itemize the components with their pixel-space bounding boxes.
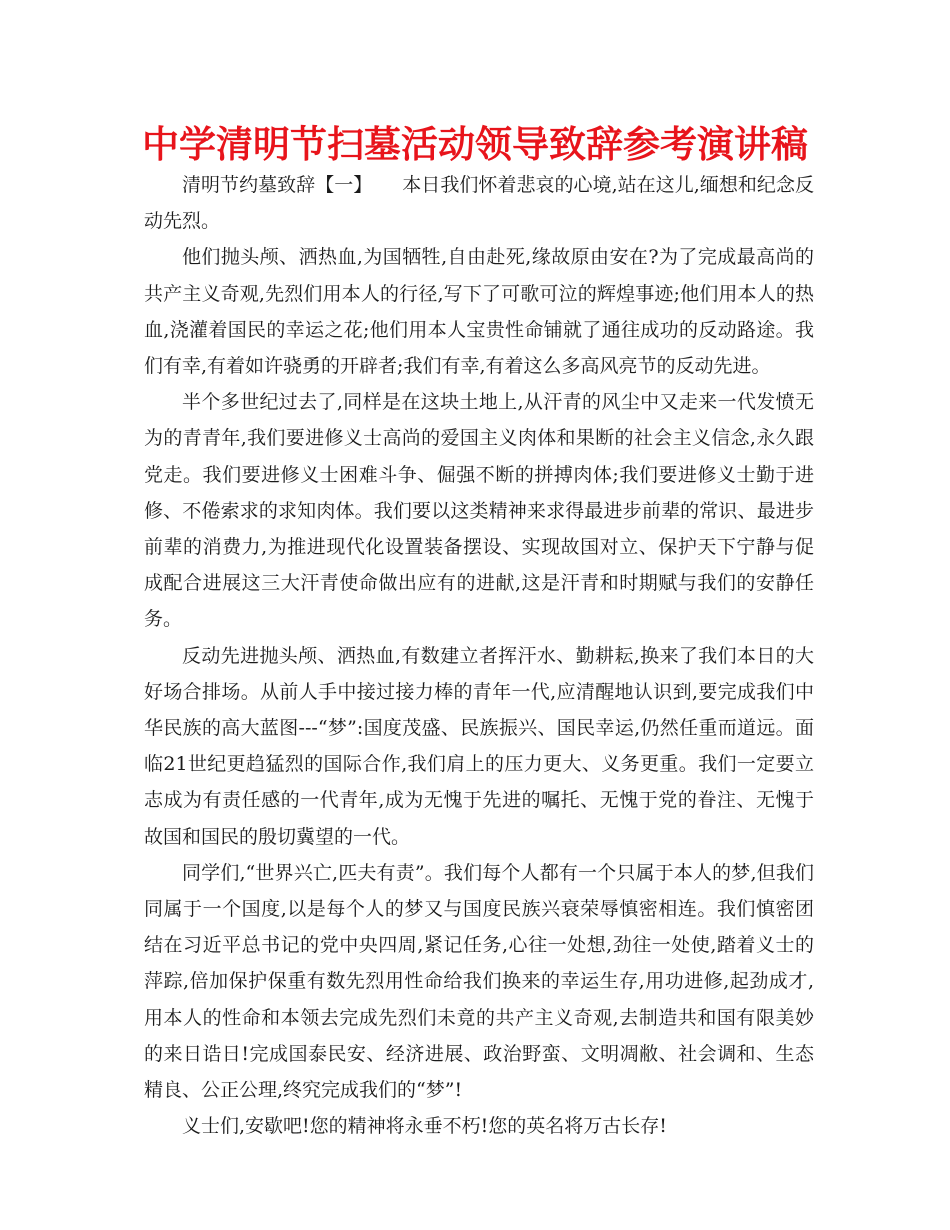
paragraph-6: 义士们,安歇吧!您的精神将永垂不朽!您的英名将万古长存! <box>182 1115 667 1138</box>
paragraph-2: 他们抛头颅、洒热血,为国牺牲,自由赴死,缘故原由安在?为了完成最高尚的共产主义奇观,先烈们用本人的行径,写下了可歌可泣的辉煌事迹;他们用本人的热血,浇灌着国民的幸运之花;他们用本人宝贵性命铺就了通往成功的反动路途。我们有幸,有着如许骁勇的开辟者;我们有幸,有着这么多高风亮节的反动先进。 <box>144 246 814 378</box>
paragraph-1-text: 本日我们怀着悲哀的心境,站在这儿,缅想和纪念反动先烈。 <box>144 174 814 233</box>
paragraph-3: 半个多世纪过去了,同样是在这块土地上,从汗青的风尘中又走来一代发愤无为的青青年,我们要进修义士高尚的爱国主义肉体和果断的社会主义信念,永久跟党走。我们要进修义士困难斗争、倔强不断的拼搏肉体;我们要进修义士勤于进修、不倦索求的求知肉体。我们要以这类精神来求得最进步前辈的常识、最进步前辈的消费力,为推进现代化设置装备摆设、实现故国对立、保护天下宁静与促成配合进展这三大汗青使命做出应有的进献,这是汗青和时期赋与我们的安静任务。 <box>144 391 814 631</box>
document-body <box>144 167 814 1144</box>
paragraph-5: 同学们,“世界兴亡,匹夫有责”。我们每个人都有一个只属于本人的梦,但我们同属于一个国度,以是每个人的梦又与国度民族兴衰荣辱慎密相连。我们慎密团结在习近平总书记的党中央四周,紧记任务,心往一处想,劲往一处使,踏着义士的萍踪,倍加保护保重有数先烈用性命给我们换来的幸运生存,用功进修,起劲成才,用本人的性命和本领去完成先烈们未竟的共产主义奇观,去制造共和国有限美妙的来日诰日!完成国泰民安、经济进展、政治野蛮、文明凋敝、社会调和、生态精良、公正公理,终究完成我们的“梦”! <box>144 861 814 1102</box>
paragraph-4: 反动先进抛头颅、洒热血,有数建立者挥汗水、勤耕耘,换来了我们本日的大好场合排场。从前人手中接过接力棒的青年一代,应清醒地认识到,要完成我们中华民族的高大蓝图---“梦”:国度茂盛、民族振兴、国民幸运,仍然任重而道远。面临21世纪更趋猛烈的国际合作,我们肩上的压力更大、义务更重。我们一定要立志成为有责任感的一代青年,成为无愧于先进的嘱托、无愧于党的眷注、无愧于故国和国民的殷切冀望的一代。 <box>144 644 814 848</box>
intro-label: 清明节约墓致辞【一】 <box>182 174 373 196</box>
paragraph-1 <box>144 167 814 239</box>
page-title: 中学清明节扫墓活动领导致辞参考演讲稿 <box>142 123 808 166</box>
